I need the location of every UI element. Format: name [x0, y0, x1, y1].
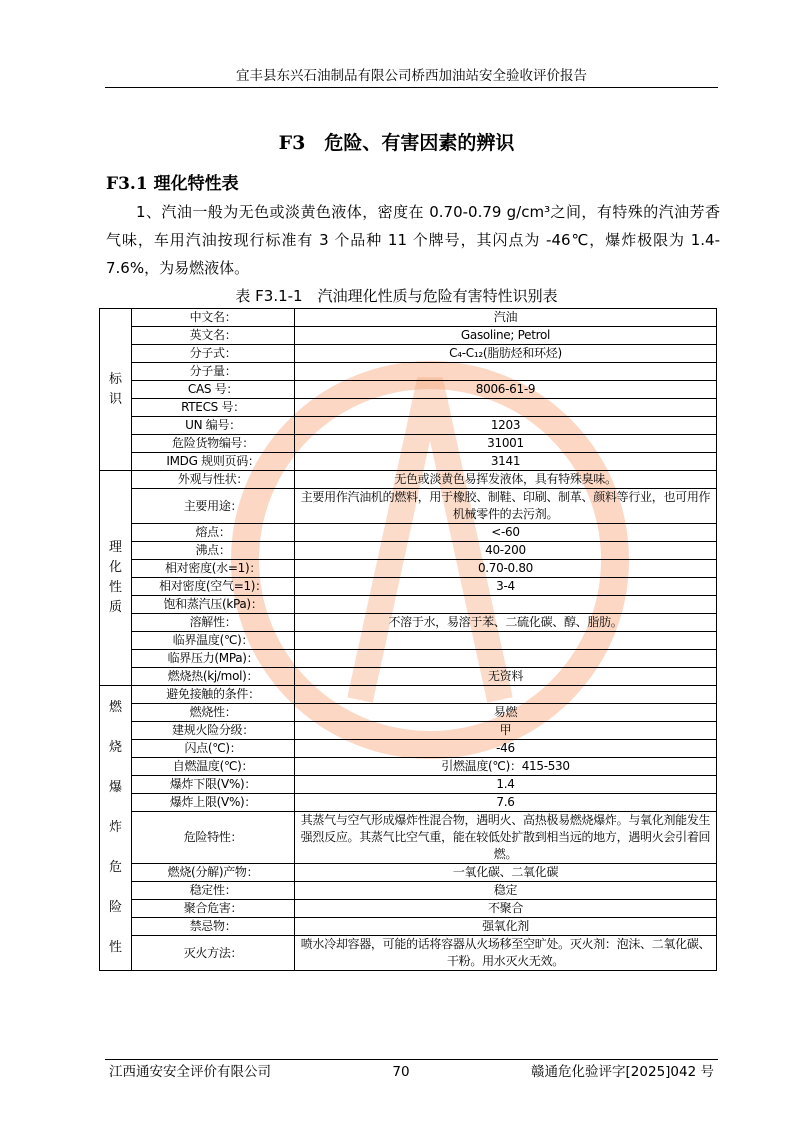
property-label: 禁忌物：	[132, 918, 295, 936]
footer-company: 江西通安安全评价有限公司	[109, 1064, 271, 1080]
table-row	[100, 758, 717, 776]
section-label-char: 识	[108, 391, 122, 407]
property-value: 引燃温度(℃)：415-530	[295, 758, 717, 776]
property-label: 燃烧性：	[132, 704, 295, 722]
table-row	[100, 614, 717, 632]
footer	[0, 1039, 793, 1082]
property-label: 灭火方法：	[132, 936, 295, 971]
table-caption: 表 F3.1-1 汽油理化性质与危险有害特性识别表	[235, 287, 558, 305]
property-value: 主要用作汽油机的燃料，用于橡胶、制鞋、印刷、制革、颜料等行业，也可用作机械零件的去污剂。	[295, 489, 717, 524]
section-title: F3.1 理化特性表	[106, 174, 239, 194]
property-value: 无资料	[295, 668, 717, 686]
property-value: 甲	[295, 722, 717, 740]
property-label: 自燃温度(℃)：	[132, 758, 295, 776]
section-label-char: 性	[108, 940, 122, 955]
property-value	[295, 399, 717, 417]
property-value: 7.6	[295, 794, 717, 812]
section-label-char: 质	[108, 600, 122, 615]
property-label: 外观与性状：	[132, 471, 295, 489]
section-label-char: 险	[108, 900, 122, 915]
property-value: 无色或淡黄色易挥发液体，具有特殊臭味。	[295, 471, 717, 489]
property-value: 强氧化剂	[295, 918, 717, 936]
property-value: 31001	[295, 435, 717, 453]
property-value: Gasoline; Petrol	[295, 327, 717, 345]
property-label: 饱和蒸汽压(kPa)：	[132, 596, 295, 614]
property-label: 临界温度(℃)：	[132, 632, 295, 650]
section-label-char: 标	[108, 371, 122, 387]
table-row	[100, 704, 717, 722]
property-value: 1.4	[295, 776, 717, 794]
property-label: UN 编号：	[132, 417, 295, 435]
section-label-char: 危	[108, 860, 122, 875]
table-row	[100, 578, 717, 596]
table-row	[100, 918, 717, 936]
section-label-char: 理	[108, 540, 122, 555]
table-row	[100, 686, 717, 704]
property-value: 其蒸气与空气形成爆炸性混合物，遇明火、高热极易燃烧爆炸。与氧化剂能发生强烈反应。其蒸气比空气重，能在较低处扩散到相当远的地方，遇明火会引着回燃。	[295, 812, 717, 864]
section-label-char: 性	[108, 580, 122, 595]
property-value: 一氧化碳、二氧化碳	[295, 864, 717, 882]
property-label: 稳定性：	[132, 882, 295, 900]
property-label: 主要用途：	[132, 489, 295, 524]
body-paragraph: 1、汽油一般为无色或淡黄色液体，密度在 0.70-0.79 g/cm³之间，有特殊的汽油芳香气味，车用汽油按现行标准有 3 个品种 11 个牌号，其闪点为 -46℃，爆炸极限为 1.4-7.6%，为易燃液体。	[106, 203, 720, 277]
table-row	[100, 471, 717, 489]
footer-bar	[105, 1059, 718, 1082]
table-row	[100, 936, 717, 971]
section-label-char: 烧	[108, 740, 122, 755]
section-label	[100, 309, 132, 471]
property-value	[295, 650, 717, 668]
table-row	[100, 381, 717, 399]
table-row	[100, 560, 717, 578]
page-number: 70	[392, 1064, 410, 1080]
table-row	[100, 596, 717, 614]
table-row	[100, 776, 717, 794]
property-label: 分子量：	[132, 363, 295, 381]
property-value	[295, 596, 717, 614]
page-header: 宜丰县东兴石油制品有限公司桥西加油站安全验收评价报告	[105, 66, 718, 88]
section-label-char: 爆	[108, 780, 122, 795]
table-row	[100, 309, 717, 327]
property-label: 英文名：	[132, 327, 295, 345]
table-row	[100, 900, 717, 918]
table-row	[100, 542, 717, 560]
property-value: 稳定	[295, 882, 717, 900]
property-value	[295, 686, 717, 704]
property-value: 40-200	[295, 542, 717, 560]
property-label: 燃烧(分解)产物：	[132, 864, 295, 882]
property-label: 溶解性：	[132, 614, 295, 632]
property-value: 不溶于水，易溶于苯、二硫化碳、醇、脂肪。	[295, 614, 717, 632]
table-row	[100, 399, 717, 417]
table-row	[100, 524, 717, 542]
document-number: 赣通危化验评字[2025]042 号	[531, 1064, 714, 1080]
table-row	[100, 882, 717, 900]
property-label: 建规火险分级：	[132, 722, 295, 740]
property-label: 燃烧热(kj/mol)：	[132, 668, 295, 686]
property-value: 汽油	[295, 309, 717, 327]
property-label: 分子式：	[132, 345, 295, 363]
table-row	[100, 632, 717, 650]
property-value	[295, 632, 717, 650]
property-label: 避免接触的条件：	[132, 686, 295, 704]
property-value: 1203	[295, 417, 717, 435]
table-row	[100, 363, 717, 381]
property-label: 相对密度(水=1)：	[132, 560, 295, 578]
section-label-char: 燃	[108, 700, 122, 715]
property-value: <-60	[295, 524, 717, 542]
property-label: IMDG 规则页码：	[132, 453, 295, 471]
table-row	[100, 722, 717, 740]
table-row	[100, 327, 717, 345]
section-label-char: 化	[108, 560, 122, 575]
property-label: 爆炸下限(V%)：	[132, 776, 295, 794]
section-label	[100, 686, 132, 971]
property-value: 喷水冷却容器，可能的话将容器从火场移至空旷处。灭火剂：泡沫、二氧化碳、干粉。用水灭火无效。	[295, 936, 717, 971]
table-row	[100, 812, 717, 864]
table-row	[100, 740, 717, 758]
property-label: 相对密度(空气=1)：	[132, 578, 295, 596]
table-row	[100, 417, 717, 435]
chapter-title: F3 危险、有害因素的辨识	[278, 132, 515, 154]
property-value: 0.70-0.80	[295, 560, 717, 578]
table-row	[100, 453, 717, 471]
property-label: 聚合危害：	[132, 900, 295, 918]
property-value: C₄-C₁₂(脂肪烃和环烃)	[295, 345, 717, 363]
property-label: 闪点(℃)：	[132, 740, 295, 758]
property-label: 中文名：	[132, 309, 295, 327]
property-value	[295, 363, 717, 381]
property-label: 爆炸上限(V%)：	[132, 794, 295, 812]
property-value: 不聚合	[295, 900, 717, 918]
section-label	[100, 471, 132, 686]
property-value: 3141	[295, 453, 717, 471]
property-value: -46	[295, 740, 717, 758]
property-label: CAS 号：	[132, 381, 295, 399]
table-row	[100, 668, 717, 686]
table-row	[100, 489, 717, 524]
property-label: 临界压力(MPa)：	[132, 650, 295, 668]
table-row	[100, 345, 717, 363]
property-label: 沸点：	[132, 542, 295, 560]
table-row	[100, 650, 717, 668]
property-label: 危险特性：	[132, 812, 295, 864]
property-label: 危险货物编号：	[132, 435, 295, 453]
property-value: 3-4	[295, 578, 717, 596]
table-row	[100, 864, 717, 882]
table-row	[100, 794, 717, 812]
section-label-char: 炸	[108, 820, 122, 835]
property-value: 8006-61-9	[295, 381, 717, 399]
property-label: 熔点：	[132, 524, 295, 542]
properties-table	[99, 308, 717, 971]
table-row	[100, 435, 717, 453]
property-value: 易燃	[295, 704, 717, 722]
property-label: RTECS 号：	[132, 399, 295, 417]
